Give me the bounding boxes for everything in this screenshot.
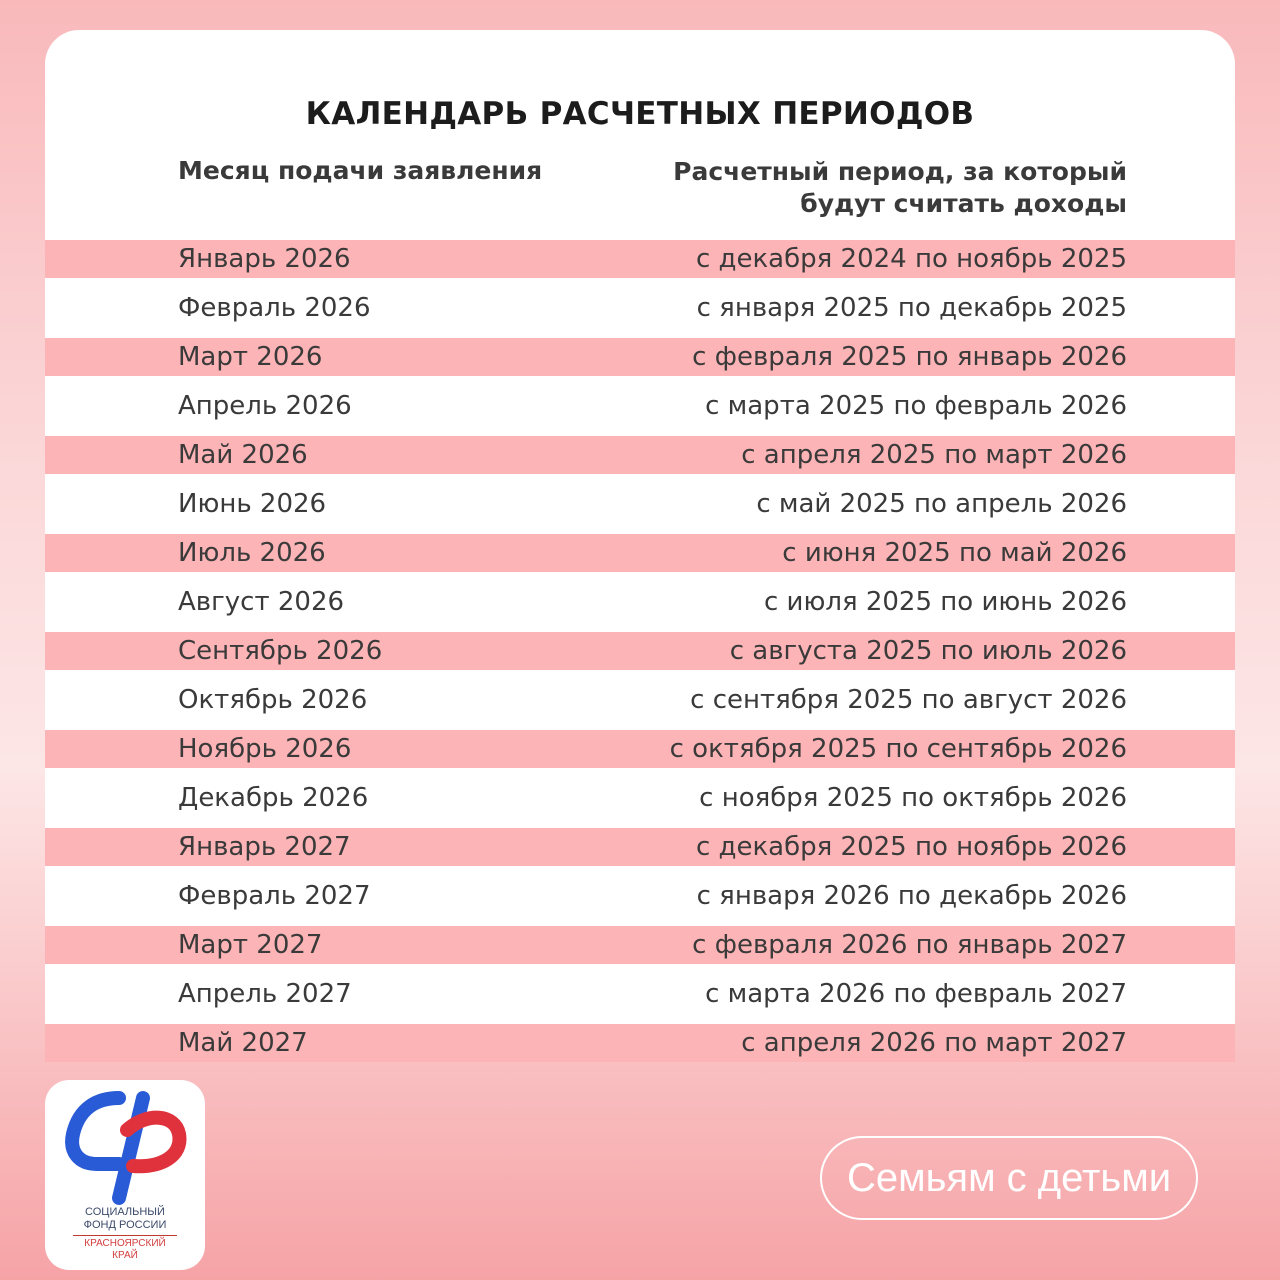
table-row bbox=[45, 1024, 1235, 1062]
table-row bbox=[45, 338, 1235, 376]
month-cell: Июнь 2026 bbox=[178, 489, 327, 519]
table-row bbox=[45, 534, 1235, 572]
period-cell: с января 2026 по декабрь 2026 bbox=[696, 881, 1127, 911]
table-row bbox=[45, 866, 1235, 926]
period-cell: с июля 2025 по июнь 2026 bbox=[763, 587, 1127, 617]
period-cell: с июня 2025 по май 2026 bbox=[782, 538, 1127, 568]
period-cell: с декабря 2024 по ноябрь 2025 bbox=[695, 244, 1127, 274]
period-cell: с февраля 2026 по январь 2027 bbox=[692, 930, 1127, 960]
month-cell: Февраль 2026 bbox=[178, 293, 371, 323]
month-cell: Декабрь 2026 bbox=[178, 783, 369, 813]
table-row bbox=[45, 572, 1235, 632]
column-header-month: Месяц подачи заявления bbox=[178, 156, 543, 185]
period-cell: с января 2025 по декабрь 2025 bbox=[696, 293, 1127, 323]
table-row bbox=[45, 670, 1235, 730]
month-cell: Февраль 2027 bbox=[178, 881, 371, 911]
period-cell: с май 2025 по апрель 2026 bbox=[756, 489, 1127, 519]
period-cell: с февраля 2025 по январь 2026 bbox=[692, 342, 1127, 372]
month-cell: Август 2026 bbox=[178, 587, 345, 617]
table-row bbox=[45, 436, 1235, 474]
logo-text-fund: СОЦИАЛЬНЫЙ ФОНД РОССИИ bbox=[83, 1206, 167, 1231]
table-row bbox=[45, 964, 1235, 1024]
period-cell: с ноября 2025 по октябрь 2026 bbox=[699, 783, 1127, 813]
category-badge: Семьям с детьми bbox=[820, 1136, 1198, 1220]
period-cell: с марта 2026 по февраль 2027 bbox=[705, 979, 1127, 1009]
month-cell: Январь 2026 bbox=[178, 244, 351, 274]
month-cell: Апрель 2027 bbox=[178, 979, 352, 1009]
table-row bbox=[45, 632, 1235, 670]
table-row bbox=[45, 376, 1235, 436]
period-cell: с апреля 2026 по март 2027 bbox=[741, 1028, 1127, 1058]
month-cell: Апрель 2026 bbox=[178, 391, 352, 421]
logo-divider bbox=[73, 1235, 177, 1236]
table-row bbox=[45, 828, 1235, 866]
period-cell: с апреля 2025 по март 2026 bbox=[741, 440, 1127, 470]
calendar-card bbox=[45, 30, 1235, 1062]
logo-text-region: КРАСНОЯРСКИЙ КРАЙ bbox=[84, 1238, 166, 1261]
table-row bbox=[45, 240, 1235, 278]
period-cell: с августа 2025 по июль 2026 bbox=[729, 636, 1127, 666]
sfr-logo bbox=[45, 1080, 205, 1270]
table-row bbox=[45, 278, 1235, 338]
sfr-logo-icon bbox=[57, 1086, 193, 1206]
month-cell: Май 2027 bbox=[178, 1028, 308, 1058]
column-header-period bbox=[607, 156, 1127, 220]
column-header-period-line1: Расчетный период, за который bbox=[673, 157, 1127, 186]
month-cell: Март 2027 bbox=[178, 930, 323, 960]
table-row bbox=[45, 474, 1235, 534]
month-cell: Май 2026 bbox=[178, 440, 308, 470]
table-row bbox=[45, 730, 1235, 768]
table-row bbox=[45, 926, 1235, 964]
month-cell: Март 2026 bbox=[178, 342, 323, 372]
month-cell: Июль 2026 bbox=[178, 538, 326, 568]
month-cell: Сентябрь 2026 bbox=[178, 636, 383, 666]
column-header-period-line2: будут считать доходы bbox=[800, 189, 1127, 218]
page-title: КАЛЕНДАРЬ РАСЧЕТНЫХ ПЕРИОДОВ bbox=[305, 96, 975, 132]
month-cell: Октябрь 2026 bbox=[178, 685, 368, 715]
period-cell: с декабря 2025 по ноябрь 2026 bbox=[695, 832, 1127, 862]
periods-table bbox=[45, 240, 1235, 1062]
period-cell: с октября 2025 по сентябрь 2026 bbox=[669, 734, 1127, 764]
table-row bbox=[45, 768, 1235, 828]
period-cell: с сентября 2025 по август 2026 bbox=[690, 685, 1127, 715]
month-cell: Январь 2027 bbox=[178, 832, 351, 862]
month-cell: Ноябрь 2026 bbox=[178, 734, 352, 764]
period-cell: с марта 2025 по февраль 2026 bbox=[705, 391, 1127, 421]
